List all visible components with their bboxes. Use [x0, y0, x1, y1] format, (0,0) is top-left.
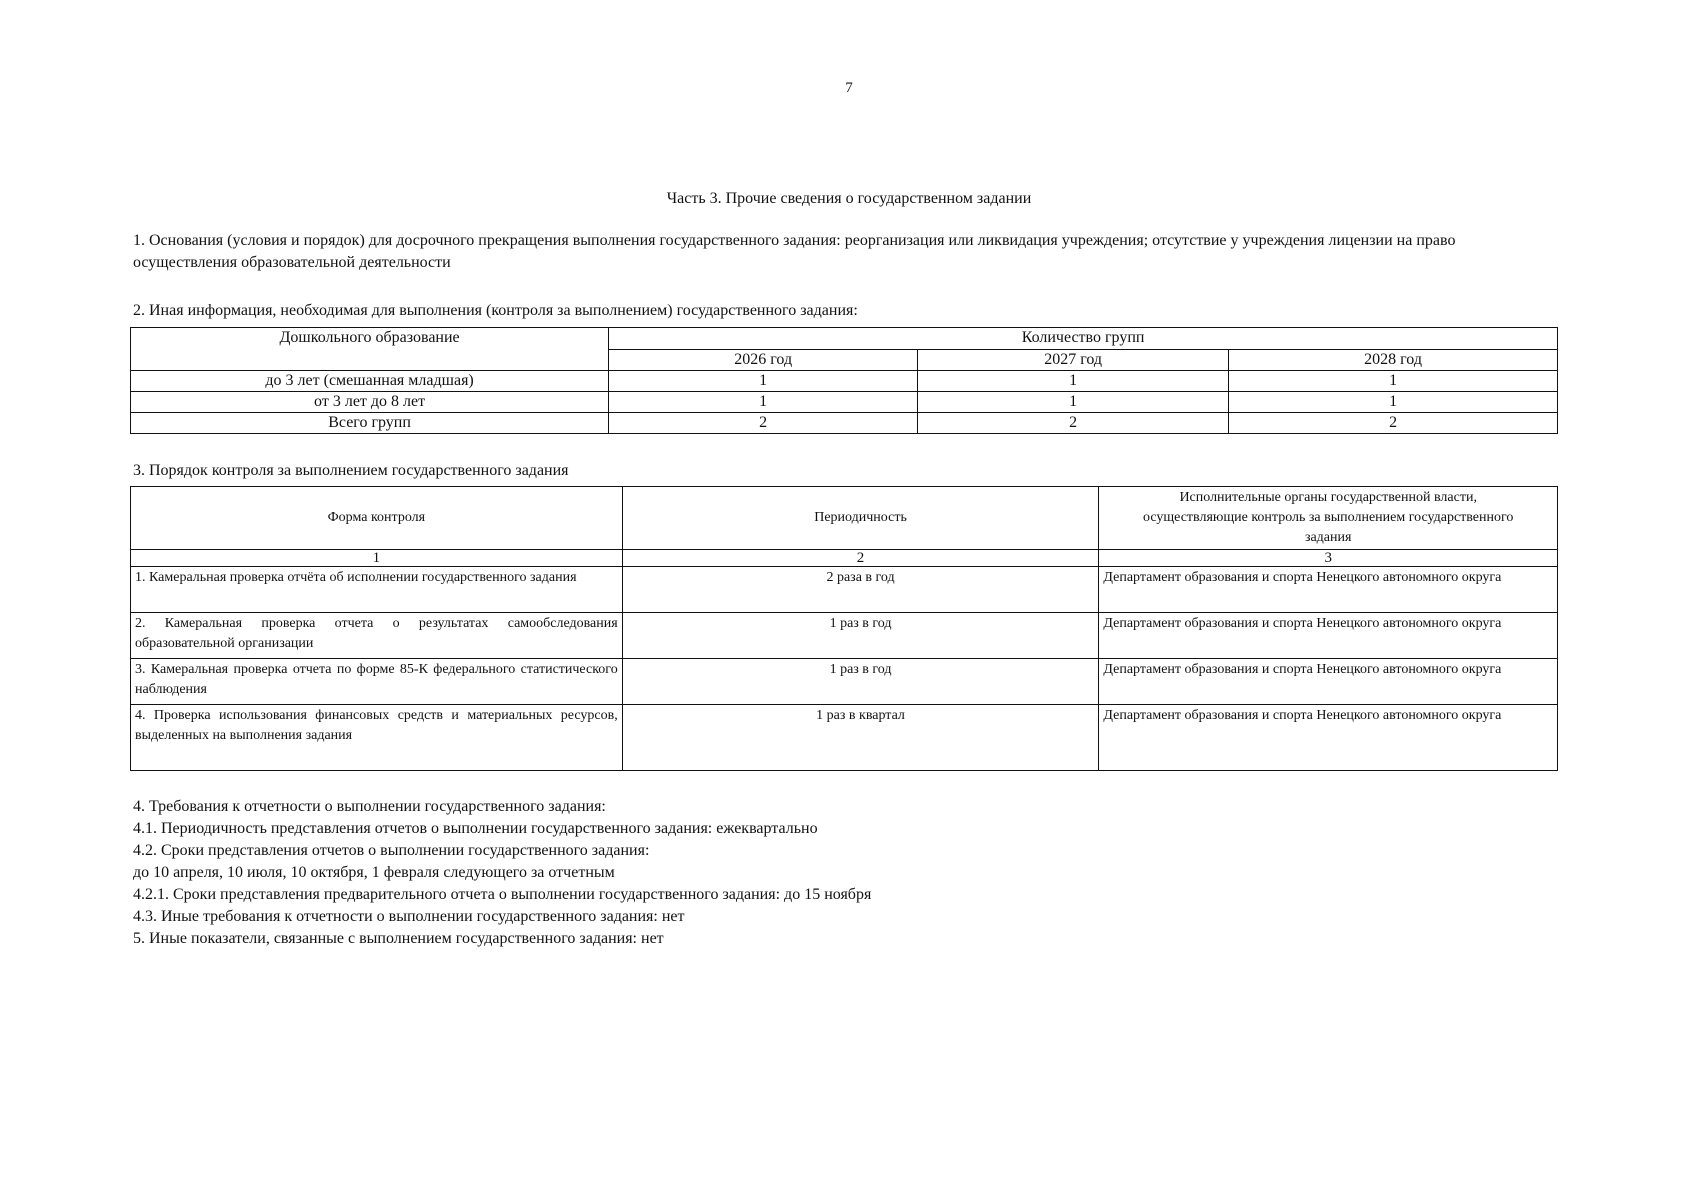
requirement-line: 5. Иные показатели, связанные с выполнением государственного задания: нет — [133, 930, 664, 947]
header-periodicity: Периодичность — [622, 487, 1099, 550]
control-form: 4. Проверка использования финансовых средств и материальных ресурсов, выделенных на выполнения задания — [131, 705, 623, 771]
row-label: Всего групп — [131, 413, 609, 434]
cell-value: 2 — [1229, 413, 1558, 434]
table-row — [131, 567, 1558, 613]
page-number: 7 — [845, 80, 853, 96]
table-header-row — [131, 487, 1558, 550]
periodicity: 1 раз в квартал — [622, 705, 1099, 771]
groups-count-table — [130, 327, 1558, 434]
table-row — [131, 613, 1558, 659]
header-control-form: Форма контроля — [131, 487, 623, 550]
cell-value: 1 — [1229, 392, 1558, 413]
cell-value: 1 — [609, 371, 918, 392]
row-label: от 3 лет до 8 лет — [131, 392, 609, 413]
table-row — [131, 705, 1558, 771]
early-termination-grounds: 1. Основания (условия и порядок) для досрочного прекращения выполнения государственного задания: реорганизация или ликвидация учреждения; отсутствие у учреждения лицензии на право осуществления образовательной деятельности — [133, 232, 1456, 271]
authority: Департамент образования и спорта Ненецкого автономного округа — [1099, 705, 1558, 771]
table-row — [131, 659, 1558, 705]
column-number: 2 — [622, 550, 1099, 567]
header-year: 2026 год — [609, 349, 918, 371]
requirement-line: до 10 апреля, 10 июля, 10 октября, 1 февраля следующего за отчетным — [133, 864, 615, 881]
part-title: Часть 3. Прочие сведения о государственном задании — [666, 190, 1032, 207]
control-form: 3. Камеральная проверка отчета по форме 85-К федерального статистического наблюдения — [131, 659, 623, 705]
header-preschool: Дошкольного образование — [131, 328, 609, 371]
control-form: 1. Камеральная проверка отчёта об исполнении государственного задания — [131, 567, 623, 613]
column-number: 1 — [131, 550, 623, 567]
table-row — [131, 371, 1558, 392]
requirement-line: 4.1. Периодичность представления отчетов о выполнении государственного задания: ежеквартально — [133, 820, 818, 837]
table-header-row — [131, 328, 1558, 350]
column-number-row — [131, 550, 1558, 567]
table-row — [131, 413, 1558, 434]
control-form: 2. Камеральная проверка отчета о результатах самообследования образовательной организации — [131, 613, 623, 659]
requirement-line: 4.3. Иные требования к отчетности о выполнении государственного задания: нет — [133, 908, 685, 925]
header-year: 2027 год — [918, 349, 1229, 371]
cell-value: 1 — [609, 392, 918, 413]
cell-value: 1 — [918, 392, 1229, 413]
periodicity: 2 раза в год — [622, 567, 1099, 613]
column-number: 3 — [1099, 550, 1558, 567]
requirement-line: 4. Требования к отчетности о выполнении государственного задания: — [133, 798, 606, 815]
header-authorities: Исполнительные органы государственной власти, осуществляющие контроль за выполнением государственного задания — [1099, 487, 1558, 550]
reporting-requirements — [133, 796, 871, 950]
requirement-line: 4.2. Сроки представления отчетов о выполнении государственного задания: — [133, 842, 650, 859]
requirement-line: 4.2.1. Сроки представления предварительного отчета о выполнении государственного задания: до 15 ноября — [133, 886, 872, 903]
periodicity: 1 раз в год — [622, 659, 1099, 705]
control-procedure-label: 3. Порядок контроля за выполнением государственного задания — [133, 462, 569, 479]
cell-value: 1 — [918, 371, 1229, 392]
header-year: 2028 год — [1229, 349, 1558, 371]
authority: Департамент образования и спорта Ненецкого автономного округа — [1099, 613, 1558, 659]
control-procedure-table — [130, 486, 1558, 771]
authority: Департамент образования и спорта Ненецкого автономного округа — [1099, 567, 1558, 613]
other-info-label: 2. Иная информация, необходимая для выполнения (контроля за выполнением) государственного задания: — [133, 302, 858, 319]
authority: Департамент образования и спорта Ненецкого автономного округа — [1099, 659, 1558, 705]
header-group-count: Количество групп — [609, 328, 1558, 350]
row-label: до 3 лет (смешанная младшая) — [131, 371, 609, 392]
cell-value: 1 — [1229, 371, 1558, 392]
periodicity: 1 раз в год — [622, 613, 1099, 659]
table-row — [131, 392, 1558, 413]
cell-value: 2 — [609, 413, 918, 434]
cell-value: 2 — [918, 413, 1229, 434]
